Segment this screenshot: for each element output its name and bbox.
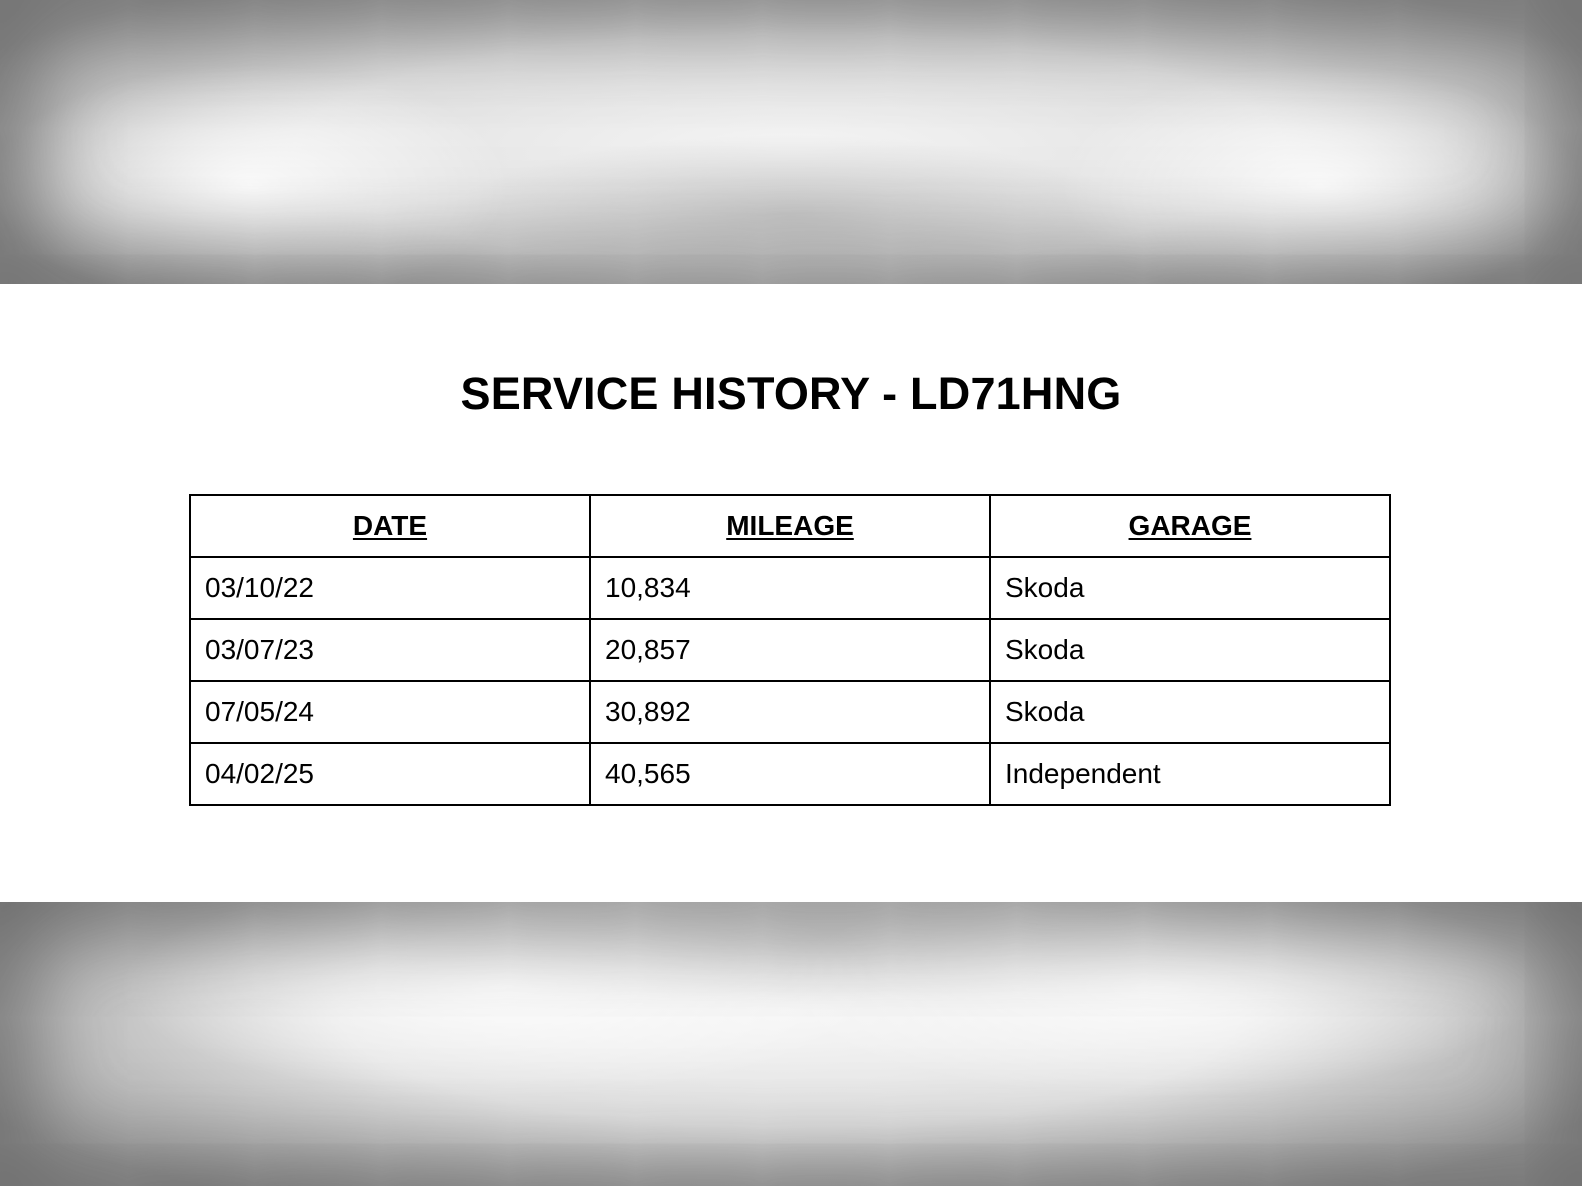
cell-garage: Skoda (990, 619, 1390, 681)
document-page (0, 284, 1582, 902)
column-header-garage: GARAGE (990, 495, 1390, 557)
table-row (190, 557, 1390, 619)
table-row (190, 619, 1390, 681)
table-row (190, 681, 1390, 743)
service-history-table (189, 494, 1391, 806)
column-header-mileage: MILEAGE (590, 495, 990, 557)
cell-garage: Skoda (990, 681, 1390, 743)
cell-garage: Independent (990, 743, 1390, 805)
cell-mileage: 40,565 (590, 743, 990, 805)
cell-garage: Skoda (990, 557, 1390, 619)
cell-mileage: 20,857 (590, 619, 990, 681)
table-row (190, 743, 1390, 805)
cell-date: 03/07/23 (190, 619, 590, 681)
page-title: SERVICE HISTORY - LD71HNG (460, 368, 1122, 419)
cell-mileage: 30,892 (590, 681, 990, 743)
cell-date: 04/02/25 (190, 743, 590, 805)
table-header-row (190, 495, 1390, 557)
blurred-background-bottom (0, 902, 1582, 1186)
cell-date: 07/05/24 (190, 681, 590, 743)
column-header-date: DATE (190, 495, 590, 557)
cell-mileage: 10,834 (590, 557, 990, 619)
cell-date: 03/10/22 (190, 557, 590, 619)
blurred-background-top (0, 0, 1582, 284)
